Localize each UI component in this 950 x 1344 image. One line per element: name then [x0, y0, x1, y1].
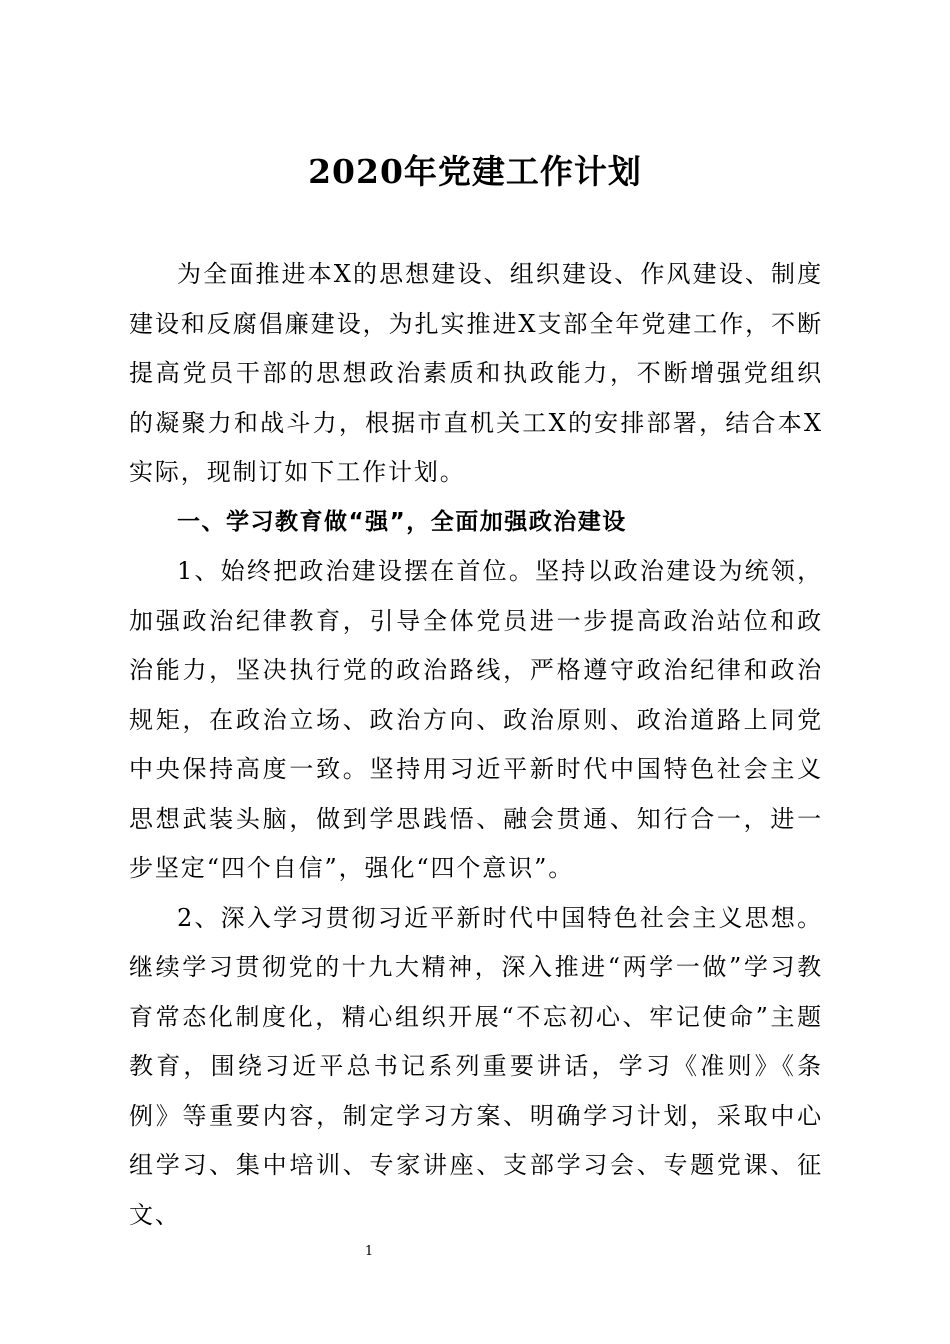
section-heading: 一、学习教育做“强”，全面加强政治建设	[177, 508, 627, 535]
document-title: 2020年党建工作计划	[308, 152, 642, 191]
item-1-paragraph: 1、始终把政治建设摆在首位。坚持以政治建设为统领，加强政治纪律教育，引导全体党员进一步提高政治站位和政治能力，坚决执行党的政治路线，严格遵守政治纪律和政治规矩，在政治立场、政治方向、政治原则、政治道路上同党中央保持高度一致。坚持用习近平新时代中国特色社会主义思想武装头脑，做到学思践悟、融会贯通、知行合一，进一步坚定“四个自信”，强化“四个意识”。	[129, 557, 823, 882]
document-body	[129, 250, 823, 1240]
page-number: 1	[364, 1244, 374, 1259]
item-2-paragraph: 2、深入学习贯彻习近平新时代中国特色社会主义思想。继续学习贯彻党的十九大精神，深入推进“两学一做”学习教育常态化制度化，精心组织开展“不忘初心、牢记使命”主题教育，围绕习近平总书记系列重要讲话，学习《准则》《条例》等重要内容，制定学习方案、明确学习计划，采取中心组学习、集中培训、专家讲座、支部学习会、专题党课、征文、	[129, 903, 823, 1229]
intro-paragraph: 为全面推进本X的思想建设、组织建设、作风建设、制度建设和反腐倡廉建设，为扎实推进X支部全年党建工作，不断提高党员干部的思想政治素质和执政能力，不断增强党组织的凝聚力和战斗力，根据市直机关工X的安排部署，结合本X实际，现制订如下工作计划。	[129, 260, 823, 486]
